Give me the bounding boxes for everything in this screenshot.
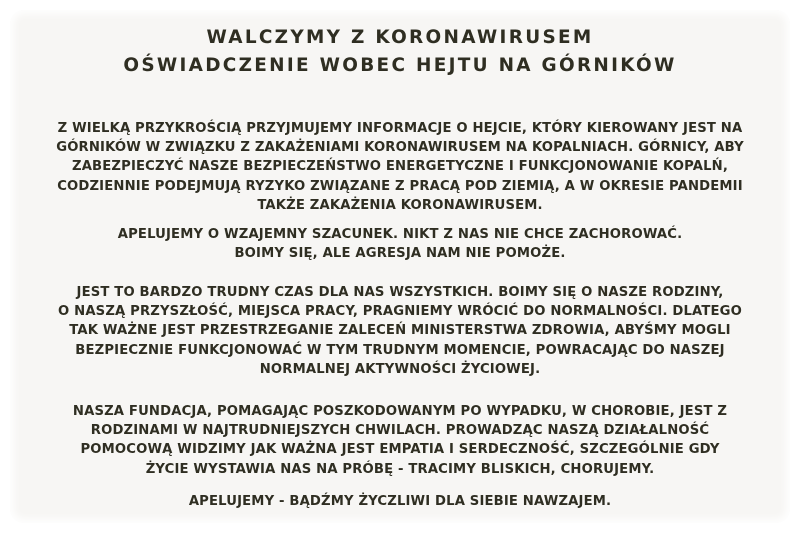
paragraph-line: APELUJEMY O WZAJEMNY SZACUNEK. NIKT Z NAS NIE CHCE ZACHOROWAĆ. [117, 227, 683, 242]
paragraph-line: CODZIENNIE PODEJMUJĄ RYZYKO ZWIĄZANE Z PRACĄ POD ZIEMIĄ, A W OKRESIE PANDEMII [57, 178, 743, 194]
paragraph-line: ŻYCIE WYSTAWIA NAS NA PRÓBĘ - TRACIMY BLISKICH, CHORUJEMY. [145, 461, 655, 477]
page-subtitle: OŚWIADCZENIE WOBEC HEJTU NA GÓRNIKÓW [123, 55, 677, 76]
paragraph-line: NASZA FUNDACJA, POMAGAJĄC POSZKODOWANYM PO WYPADKU, W CHOROBIE, JEST Z [72, 404, 728, 419]
page-title: WALCZYMY Z KORONAWIRUSEM [206, 27, 594, 48]
paragraph-closing-appeal [0, 492, 800, 511]
paragraph-line: TAK WAŻNE JEST PRZESTRZEGANIE ZALECEŃ MINISTERSTWA ZDROWIA, ABYŚMY MOGLI [69, 323, 731, 339]
paragraph-line: TAKŻE ZAKAŻENIA KORONAWIRUSEM. [257, 197, 543, 213]
paragraph-line: JEST TO BARDZO TRUDNY CZAS DLA NAS WSZYSTKICH. BOIMY SIĘ O NASZE RODZINY, [76, 285, 724, 300]
paragraph-line: RODZINAMI W NAJTRUDNIEJSZYCH CHWILACH. PROWADZĄC NASZĄ DZIAŁALNOŚĆ [90, 423, 710, 439]
paragraph-line: BOIMY SIĘ, ALE AGRESJA NAM NIE POMOŻE. [234, 246, 566, 262]
paragraph-line: O NASZĄ PRZYSZŁOŚĆ, MIEJSCA PRACY, PRAGNIEMY WRÓCIĆ DO NORMALNOŚCI. DLATEGO [58, 304, 742, 320]
paragraph-hate-information [0, 119, 800, 215]
paragraph-respect-appeal [0, 225, 800, 263]
paragraph-line: NORMALNEJ AKTYWNOŚCI ŻYCIOWEJ. [259, 361, 541, 377]
paragraph-foundation [0, 402, 800, 479]
paragraph-line: BEZPIECZNIE FUNKCJONOWAĆ W TYM TRUDNYM MOMENCIE, POWRACAJĄC DO NASZEJ [75, 342, 725, 358]
paragraph-line: ZABEZPIECZYĆ NASZE BEZPIECZEŃSTWO ENERGETYCZNE I FUNKCJONOWANIE KOPALŃ, [71, 159, 728, 175]
paragraph-difficult-times [0, 283, 800, 379]
statement-header [0, 24, 800, 80]
paragraph-line: Z WIELKĄ PRZYKROŚCIĄ PRZYJMUJEMY INFORMACJE O HEJCIE, KTÓRY KIEROWANY JEST NA [57, 121, 743, 136]
paragraph-line: POMOCOWĄ WIDZIMY JAK WAŻNA JEST EMPATIA I SERDECZNOŚĆ, SZCZEGÓLNIE GDY [80, 442, 720, 458]
paragraph-line: GÓRNIKÓW W ZWIĄZKU Z ZAKAŻENIAMI KORONAWIRUSEM NA KOPALNIACH. GÓRNICY, ABY [56, 140, 744, 156]
paragraph-line: APELUJEMY - BĄDŹMY ŻYCZLIWI DLA SIEBIE NAWZAJEM. [188, 494, 612, 509]
